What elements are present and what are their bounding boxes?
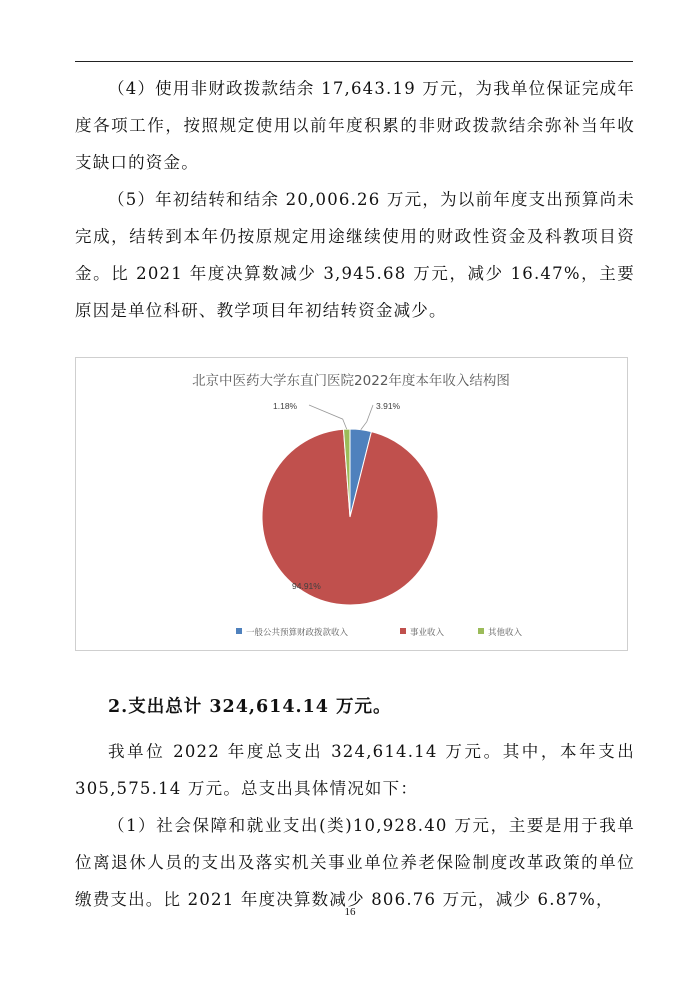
paragraph-item-4: （4）使用非财政拨款结余 17,643.19 万元，为我单位保证完成年度各项工作，按照规定使用以前年度积累的非财政拨款结余弥补当年收支缺口的资金。	[75, 79, 635, 172]
income-structure-chart	[75, 357, 628, 651]
paragraph-expenditure-item-1: （1）社会保障和就业支出(类)10,928.40 万元，主要是用于我单位离退休人员的支出及落实机关事业单位养老保险制度改革政策的单位缴费支出。比 2021 年度决算数减少 806.76 万元，减少 6.87%，	[75, 816, 635, 909]
leader-line	[361, 405, 373, 430]
legend-swatch	[478, 628, 484, 634]
section-heading-expenditure: 2.支出总计 324,614.14 万元。	[108, 697, 392, 717]
legend-swatch	[400, 628, 406, 634]
legend-label: 其他收入	[488, 628, 523, 638]
paragraph-expenditure-intro: 我单位 2022 年度总支出 324,614.14 万元。其中，本年支出 305,575.14 万元。总支出具体情况如下：	[75, 742, 635, 798]
data-label: 3.91%	[376, 401, 401, 411]
pie-chart-svg	[76, 358, 627, 650]
header-rule	[75, 61, 633, 62]
data-label: 1.18%	[273, 401, 298, 411]
legend-swatch	[236, 628, 242, 634]
legend-label: 事业收入	[410, 628, 445, 638]
chart-title: 北京中医药大学东直门医院2022年度本年收入结构图	[192, 373, 510, 389]
paragraph-item-5: （5）年初结转和结余 20,006.26 万元，为以前年度支出预算尚未完成，结转到本年仍按原规定用途继续使用的财政性资金及科教项目资金。比 2021 年度决算数减少 3,945.68 万元，减少 16.47%，主要原因是单位科研、教学项目年初结转资金减少。	[75, 190, 635, 320]
data-label: 94.91%	[292, 581, 321, 591]
legend-label: 一般公共预算财政拨款收入	[246, 628, 349, 638]
page-number: 16	[344, 906, 356, 918]
leader-line	[309, 405, 347, 429]
